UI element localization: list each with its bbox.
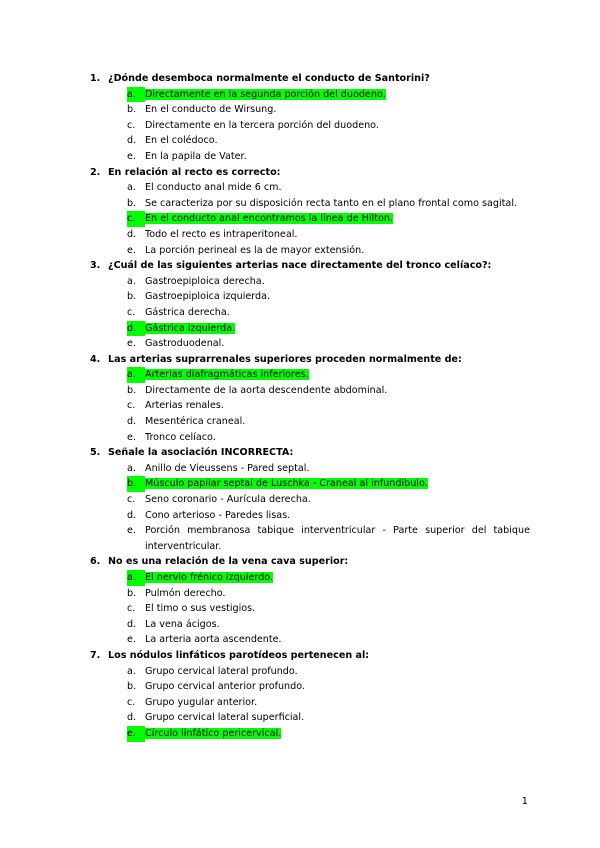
question-stem: [90, 352, 530, 368]
question-number: 6.: [90, 556, 101, 568]
option-letter: c.: [127, 494, 136, 506]
option: [90, 289, 530, 305]
option-highlighted-answer: [90, 87, 530, 103]
question-5: [90, 445, 530, 554]
options-list: [90, 461, 530, 555]
question-7: [90, 648, 530, 742]
option-letter: c.: [127, 400, 136, 412]
question-text: No es una relación de la vena cava superior:: [108, 556, 349, 568]
question-stem: [90, 71, 530, 87]
option-highlighted-answer: [90, 367, 530, 383]
option-letter: e.: [127, 244, 136, 256]
option-text-container: [145, 430, 530, 446]
option: [90, 196, 530, 212]
option-text-container: [145, 211, 530, 227]
question-text: Las arterias suprarrenales superiores proceden normalmente de:: [108, 353, 462, 365]
option-letter: d.: [127, 135, 137, 147]
question-stem: [90, 165, 530, 181]
option-text-container: [145, 383, 530, 399]
question-text: Los nódulos linfáticos parotídeos pertenecen al:: [108, 649, 370, 661]
option-text: En el conducto anal encontramos la línea de Hilton.: [145, 213, 393, 225]
option-text: El conducto anal mide 6 cm.: [145, 182, 282, 194]
option-text: El nervio frénico izquierdo.: [145, 572, 273, 583]
question-text: ¿Dónde desemboca normalmente el conducto de Santorini?: [108, 73, 430, 84]
option: [90, 133, 530, 149]
option-text-container: [145, 710, 530, 726]
option-highlighted-answer: [90, 211, 530, 227]
option-letter: e.: [127, 726, 145, 742]
option-letter: e.: [127, 634, 136, 646]
option-letter: c.: [127, 696, 136, 708]
option: [90, 414, 530, 430]
option: [90, 227, 530, 243]
option-text-container: [145, 180, 530, 196]
option-text: En la papila de Vater.: [145, 150, 247, 162]
option-letter: b.: [127, 587, 137, 599]
option-text-container: [145, 664, 530, 680]
option-text: Directamente de la aorta descendente abdominal.: [145, 384, 388, 396]
option-letter: e.: [127, 150, 136, 162]
question-number: 7.: [90, 649, 101, 661]
option-text-container: [145, 492, 530, 508]
option-text: Cono arterioso - Paredes lisas.: [145, 509, 291, 521]
option-text: Mesentérica craneal.: [145, 416, 246, 428]
option-text: Arterias diafragmáticas inferiores.: [145, 369, 309, 381]
option-letter: d.: [127, 618, 137, 630]
option-text-container: [145, 102, 530, 118]
question-2: [90, 165, 530, 259]
option-letter: a.: [127, 367, 145, 383]
option: [90, 695, 530, 711]
option: [90, 632, 530, 648]
option-text: Directamente en la segunda porción del duodeno.: [145, 88, 386, 100]
question-text: Señale la asociación INCORRECTA:: [108, 447, 294, 459]
option-text: En el colédoco.: [145, 135, 218, 147]
option: [90, 523, 530, 554]
question-text: ¿Cuál de las siguientes arterias nace directamente del tronco celíaco?:: [108, 260, 492, 272]
option-text: La vena ácigos.: [145, 618, 220, 630]
option-text-container: [145, 243, 530, 259]
option-text: En el conducto de Wirsung.: [145, 104, 277, 116]
option-text-container: [145, 305, 530, 321]
option-text: Grupo yugular anterior.: [145, 696, 258, 708]
option-text: Directamente en la tercera porción del duodeno.: [145, 119, 379, 131]
option-highlighted-answer: [90, 726, 530, 742]
question-number: 1.: [90, 73, 101, 84]
option-letter: b.: [127, 104, 137, 116]
option: [90, 430, 530, 446]
option-letter: c.: [127, 211, 145, 227]
option-text: Arterias renales.: [145, 400, 224, 412]
option-text: Gástrica derecha.: [145, 306, 230, 318]
option: [90, 601, 530, 617]
option-text-container: [145, 632, 530, 648]
option-text-container: [145, 617, 530, 633]
question-1: [90, 71, 530, 165]
option-letter: c.: [127, 119, 136, 131]
option-text: Porción membranosa tabique interventricular - Parte superior del tabique interventricular.: [145, 525, 530, 552]
option: [90, 305, 530, 321]
option-text: Músculo papilar septal de Luschka - Craneal al infundíbulo.: [145, 478, 428, 490]
option-text: Grupo cervical anterior profundo.: [145, 681, 305, 693]
question-4: [90, 352, 530, 446]
question-number: 2.: [90, 166, 101, 178]
option-letter: a.: [127, 570, 145, 586]
option: [90, 398, 530, 414]
option-text: Se caracteriza por su disposición recta tanto en el plano frontal como sagital.: [145, 197, 518, 209]
option: [90, 617, 530, 633]
option-highlighted-answer: [90, 476, 530, 492]
option-text-container: [145, 461, 530, 477]
option: [90, 180, 530, 196]
option-text-container: [145, 476, 530, 492]
option: [90, 118, 530, 134]
option: [90, 149, 530, 165]
option-highlighted-answer: [90, 321, 530, 337]
option: [90, 336, 530, 352]
option: [90, 586, 530, 602]
option-text-container: [145, 679, 530, 695]
option-text: La porción perineal es la de mayor extensión.: [145, 244, 365, 256]
option-letter: b.: [127, 384, 137, 396]
option-highlighted-answer: [90, 570, 530, 586]
option: [90, 102, 530, 118]
option-text-container: [145, 87, 530, 103]
option-letter: b.: [127, 291, 137, 303]
option-text: Gastroduodenal.: [145, 338, 225, 350]
option-text-container: [145, 336, 530, 352]
option-text: Seno coronario - Aurícula derecha.: [145, 494, 311, 506]
option-text: Círculo linfático pericervical.: [145, 727, 282, 739]
option-text: Grupo cervical lateral superficial.: [145, 712, 305, 724]
option: [90, 679, 530, 695]
options-list: [90, 367, 530, 445]
option-text-container: [145, 695, 530, 711]
quiz-list: [90, 71, 530, 742]
option-letter: d.: [127, 228, 137, 240]
option: [90, 383, 530, 399]
option-text: Pulmón derecho.: [145, 587, 226, 599]
option: [90, 664, 530, 680]
option-letter: d.: [127, 416, 137, 428]
question-text: En relación al recto es correcto:: [108, 166, 281, 178]
option-text: Todo el recto es intraperitoneal.: [145, 228, 298, 240]
option-text-container: [145, 321, 530, 337]
option-text: Gástrica izquierda.: [145, 322, 236, 334]
option: [90, 274, 530, 290]
question-6: [90, 554, 530, 648]
option-text-container: [145, 601, 530, 617]
option-text-container: [145, 118, 530, 134]
option-text: Grupo cervical lateral profundo.: [145, 665, 298, 677]
page-number: 1: [521, 796, 528, 807]
option-text-container: [145, 726, 530, 742]
options-list: [90, 664, 530, 742]
question-stem: [90, 445, 530, 461]
option-letter: d.: [127, 321, 145, 337]
option-text: Gastroepiploica derecha.: [145, 275, 265, 287]
option-letter: a.: [127, 665, 136, 677]
option: [90, 508, 530, 524]
question-3: [90, 258, 530, 352]
option-letter: a.: [127, 462, 136, 474]
option-text-container: [145, 586, 530, 602]
option-text-container: [145, 523, 530, 554]
option-text-container: [145, 508, 530, 524]
option-letter: c.: [127, 306, 136, 318]
question-stem: [90, 258, 530, 274]
options-list: [90, 570, 530, 648]
option-letter: d.: [127, 712, 137, 724]
option-text-container: [145, 289, 530, 305]
question-stem: [90, 648, 530, 664]
option-text-container: [145, 196, 530, 212]
option-letter: a.: [127, 182, 136, 194]
option-letter: b.: [127, 681, 137, 693]
option-letter: e.: [127, 431, 136, 443]
option-text-container: [145, 133, 530, 149]
options-list: [90, 180, 530, 258]
option-text: La arteria aorta ascendente.: [145, 634, 282, 646]
option: [90, 461, 530, 477]
option-letter: a.: [127, 275, 136, 287]
options-list: [90, 274, 530, 352]
option-text-container: [145, 227, 530, 243]
option-text-container: [145, 570, 530, 586]
option-letter: e.: [127, 338, 136, 350]
options-list: [90, 87, 530, 165]
option-letter: a.: [127, 87, 145, 103]
option-text-container: [145, 367, 530, 383]
option-text-container: [145, 149, 530, 165]
question-number: 4.: [90, 353, 101, 365]
option-text: El timo o sus vestigios.: [145, 603, 256, 615]
question-number: 5.: [90, 447, 101, 459]
option-text-container: [145, 398, 530, 414]
option: [90, 243, 530, 259]
option-text: Anillo de Vieussens - Pared septal.: [145, 462, 310, 474]
option-letter: d.: [127, 509, 137, 521]
question-number: 3.: [90, 260, 101, 272]
question-stem: [90, 554, 530, 570]
option-text: Tronco celíaco.: [145, 431, 216, 443]
option: [90, 710, 530, 726]
option-letter: c.: [127, 603, 136, 615]
option-text-container: [145, 414, 530, 430]
option-letter: b.: [127, 476, 145, 492]
option-letter: e.: [127, 525, 136, 537]
option-text: Gastroepiploica izquierda.: [145, 291, 271, 303]
option-text-container: [145, 274, 530, 290]
option-letter: b.: [127, 197, 137, 209]
option: [90, 492, 530, 508]
